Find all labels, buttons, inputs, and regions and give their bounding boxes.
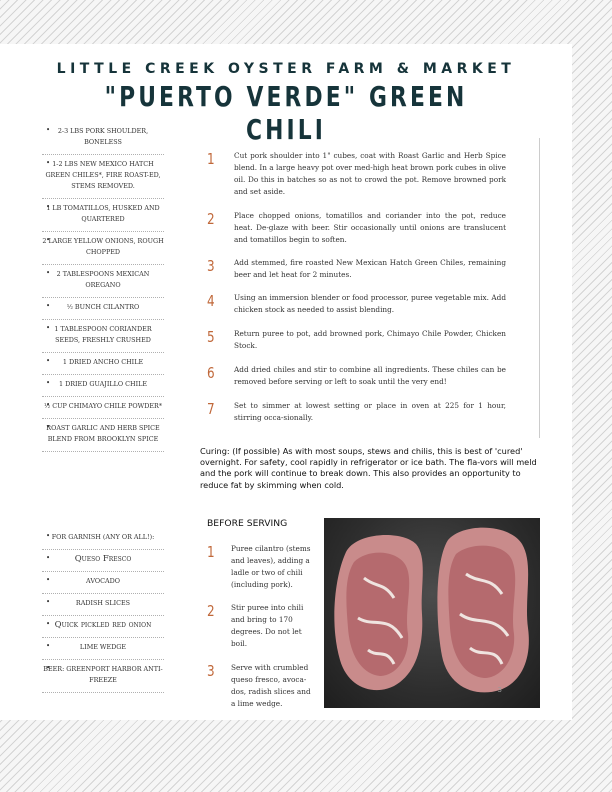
- ingredient-item: • 2 LARGE YELLOW ONIONS, ROUGH CHOPPED: [42, 232, 164, 265]
- step-number: 1: [206, 543, 215, 561]
- step-text: Stir puree into chili and bring to 170 degrees. Do not let boil.: [231, 603, 304, 648]
- step-number: 3: [206, 662, 215, 680]
- pork-cuts-illustration: [324, 518, 540, 708]
- step-number: 2: [206, 210, 215, 228]
- step-text: Using an immersion blender or food processor, puree vegetable mix. Add chicken stock as needed to assist blending.: [234, 293, 506, 314]
- garnish-item: • RADISH SLICES: [42, 594, 164, 616]
- step-number: 2: [206, 602, 215, 620]
- step-text: Place chopped onions, tomatillos and coriander into the pot, reduce heat. De-glaze with beer. Stir occasionally until onions are translucent and tomatillos begin to soften.: [234, 211, 506, 244]
- recipe-title: "PUERTO VERDE" GREEN CHILI: [104, 80, 468, 146]
- step-text: Add stemmed, fire roasted New Mexican Hatch Green Chiles, remaining beer and let heat for 2 minutes.: [234, 258, 506, 279]
- farm-name-kicker: LITTLE CREEK OYSTER FARM & MARKET: [56, 61, 516, 77]
- ingredient-item: • 2-3 LBS PORK SHOULDER, BONELESS: [42, 122, 164, 155]
- step-text: Serve with crumbled queso fresco, avoca-dos, radish slices and a lime wedge.: [231, 663, 311, 708]
- ingredient-item: • ½ CUP CHIMAYO CHILE POWDER*: [42, 397, 164, 419]
- ingredient-list: [42, 122, 164, 452]
- garnish-item: • Quick pickled red onion: [42, 616, 164, 638]
- ingredient-item: • 2 TABLESPOONS MEXICAN OREGANO: [42, 265, 164, 298]
- garnish-item: • BEER: GREENPORT HARBOR ANTI-FREEZE: [42, 660, 164, 693]
- garnish-item: • Queso Fresco: [42, 550, 164, 572]
- garnish-list: [42, 528, 164, 693]
- ingredient-item: • 1 DRIED ANCHO CHILE: [42, 353, 164, 375]
- step-number: 6: [206, 364, 215, 382]
- ingredient-item: • 1 LB TOMATILLOS, HUSKED AND QUARTERED: [42, 199, 164, 232]
- step-number: 1: [206, 150, 215, 168]
- curing-note: Curing: (If possible) As with most soups, stews and chilis, this is best of 'cured' overnight. For safety, cool rapidly in refrigerator or ice bath. The fla-vors will meld and the pork will continue to break down. This also provides an opportunity to reduce fat by skimming when cold.: [200, 446, 537, 490]
- ingredient-item: • ½ BUNCH CILANTRO: [42, 298, 164, 320]
- step-text: Return puree to pot, add browned pork, Chimayo Chile Powder, Chicken Stock.: [234, 329, 506, 350]
- ingredient-item: • 1 DRIED GUAJILLO CHILE: [42, 375, 164, 397]
- before-serving-heading: BEFORE SERVING: [207, 518, 288, 529]
- garnish-item: • LIME WEDGE: [42, 638, 164, 660]
- step-text: Cut pork shoulder into 1" cubes, coat with Roast Garlic and Herb Spice blend. In a large heavy pot over med-high heat brown pork cubes in olive oil. Do this in batches so as not to crowd the pot. Remove browned pork and set aside.: [234, 151, 506, 196]
- step-text: Puree cilantro (stems and leaves), adding a ladle or two of chili (including pork).: [231, 544, 311, 589]
- step-number: 7: [206, 400, 215, 418]
- ingredient-item: • 1-2 LBS NEW MEXICO HATCH GREEN CHILES*, FIRE ROAST-ED, STEMS REMOVED.: [42, 155, 164, 199]
- garnish-item: • AVOCADO: [42, 572, 164, 594]
- step-number: 4: [206, 292, 215, 310]
- step-number: 5: [206, 328, 215, 346]
- step-text: Add dried chiles and stir to combine all ingredients. These chiles can be removed before serving or left to soak until the very end!: [234, 365, 506, 386]
- step-number: 3: [206, 257, 215, 275]
- column-divider: [539, 138, 540, 438]
- step-text: Set to simmer at lowest setting or place in oven at 225 for 1 hour, stirring occa-sionally.: [234, 401, 506, 422]
- page-number: 3: [497, 686, 502, 694]
- ingredient-item: • 1 TABLESPOON CORIANDER SEEDS, FRESHLY CRUSHED: [42, 320, 164, 353]
- garnish-heading: • FOR GARNISH (ANY OR ALL!):: [42, 528, 164, 550]
- pork-shoulder-photo: [324, 518, 540, 708]
- ingredient-item: • ROAST GARLIC AND HERB SPICE BLEND FROM BROOKLYN SPICE: [42, 419, 164, 452]
